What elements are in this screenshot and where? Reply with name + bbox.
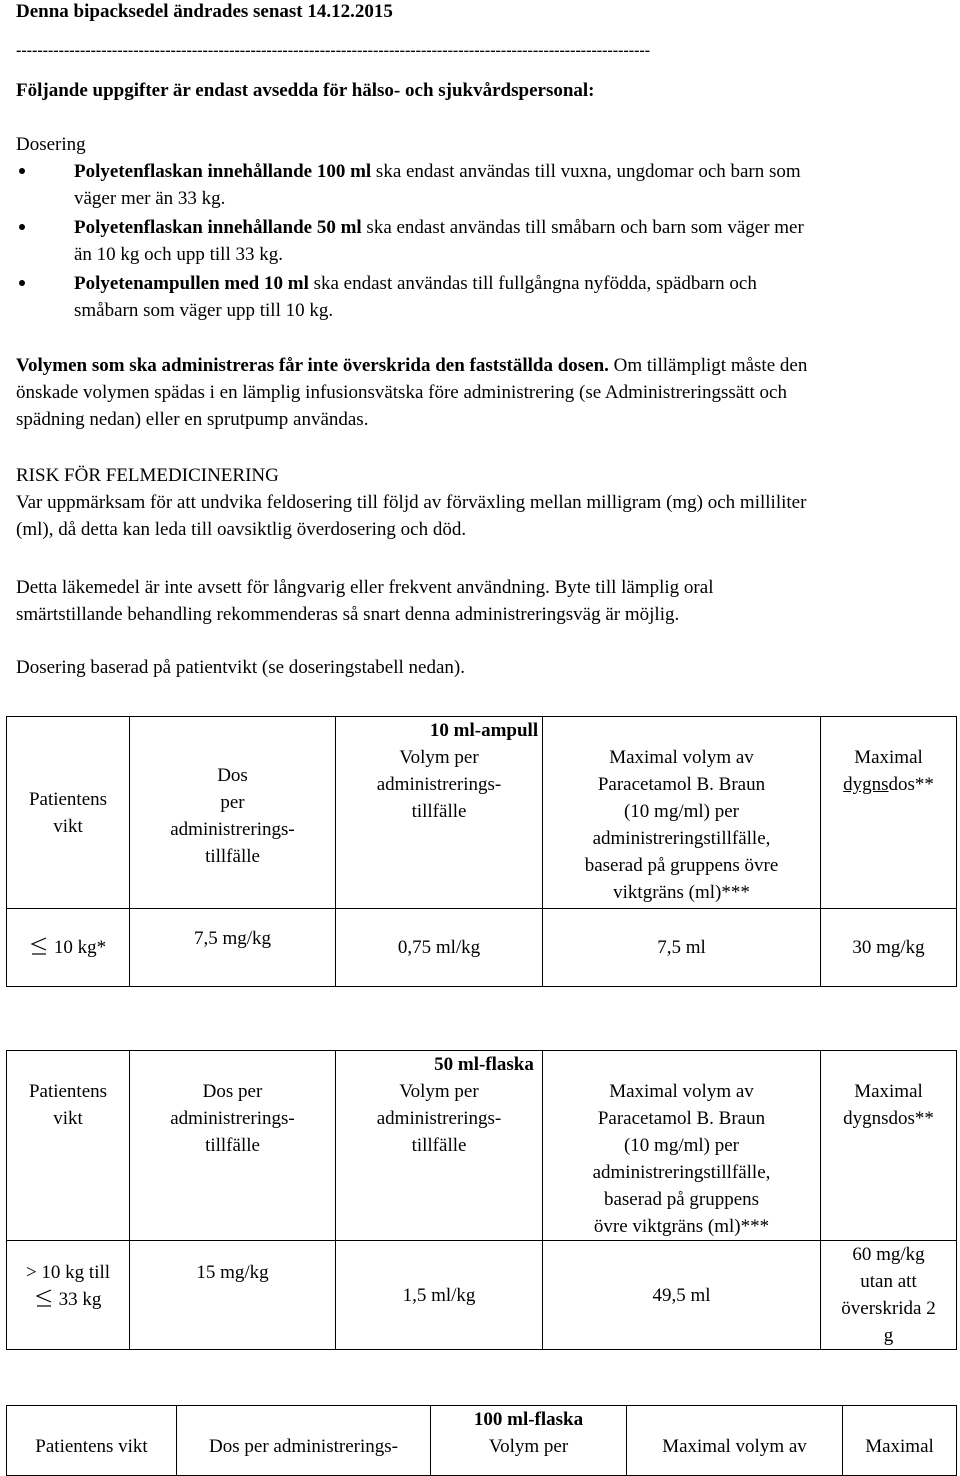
table-cell-text: administrerings- [170, 818, 295, 840]
dosing-heading: Dosering [16, 134, 86, 155]
table-cell-text: administrerings- [376, 774, 502, 795]
bullet-item-50ml [74, 214, 944, 268]
weight-note: Dosering baserad på patientvikt (se doseringstabell nedan). [16, 657, 465, 678]
cell-max-volume: 49,5 ml [543, 1241, 821, 1350]
table-cell-text: g [883, 1325, 894, 1346]
header-max-volume: Maximal volym av [627, 1406, 843, 1476]
header-max-volume [543, 1051, 821, 1241]
table-cell-text: Volym per [399, 1081, 479, 1102]
bullet-text-line2: väger mer än 33 kg. [74, 188, 226, 209]
header-volume [431, 1406, 627, 1476]
table-cell-text: Dos per [202, 1081, 263, 1102]
cell-weight [7, 909, 130, 987]
volume-paragraph [16, 352, 946, 433]
header-max-volume [543, 717, 821, 909]
table-cell-text: vikt [53, 1108, 83, 1129]
cell-volume: 1,5 ml/kg [336, 1241, 543, 1350]
header-max-daily [821, 717, 957, 909]
table-cell-text: Maximal [854, 747, 923, 768]
dosing-table-100ml [6, 1405, 957, 1476]
header-patient-weight [7, 1051, 130, 1241]
bullet-icon [16, 159, 28, 171]
table-cell-text: utan att [860, 1271, 917, 1292]
table-cell-text: baserad på gruppens [603, 1189, 760, 1210]
table-cell-text: per [220, 791, 245, 813]
table-cell-text: Dos [217, 764, 248, 786]
separator-line: ----------------------------------------------------------------------------------------------------------------------- [16, 44, 651, 58]
table-cell-text: övre viktgräns (ml)*** [593, 1216, 770, 1237]
bullet-bold: Polyetenflaskan innehållande 100 ml [74, 161, 372, 182]
table-cell-text: administreringstillfälle, [592, 1162, 771, 1183]
table-title: 10 ml-ampull [429, 720, 539, 741]
risk-heading: RISK FÖR FELMEDICINERING [16, 465, 279, 486]
revision-line: Denna bipacksedel ändrades senast 14.12.2015 [16, 1, 393, 22]
table-cell-text: Paracetamol B. Braun [597, 1108, 766, 1129]
bullet-text-line2: än 10 kg och upp till 33 kg. [74, 244, 283, 265]
table-cell-text: Maximal volym av [609, 747, 754, 768]
table-cell-text: tillfälle [411, 801, 467, 822]
header-dose: Dos per administrerings- [177, 1406, 431, 1476]
table-cell-text: tillfälle [205, 1135, 260, 1156]
bullet-text: ska endast användas till fullgångna nyfödda, spädbarn och [308, 273, 757, 294]
risk-section [16, 462, 946, 543]
table-cell-text: tillfälle [205, 845, 260, 867]
volume-bold: Volymen som ska administreras får inte överskrida den fastställda dosen. [16, 355, 609, 376]
table-title: 50 ml-flaska [434, 1054, 534, 1075]
cell-weight [7, 1241, 130, 1350]
table-cell-text: Patientens [28, 1081, 108, 1102]
table-title: 100 ml-flaska [473, 1409, 584, 1430]
less-equal-icon [35, 1288, 53, 1308]
risk-text-line2: (ml), då detta kan leda till oavsiktlig överdosering och död. [16, 519, 467, 540]
bullet-icon [16, 215, 28, 227]
table-cell-text: administrerings- [170, 1108, 295, 1129]
cell-dose: 15 mg/kg [130, 1241, 336, 1350]
volume-text-line3: spädning nedan) eller en sprutpump användas. [16, 409, 369, 430]
header-volume [336, 717, 543, 909]
table-cell-text: Maximal volym av [609, 1081, 754, 1102]
risk-text-line1: Var uppmärksam för att undvika feldosering till följd av förväxling mellan milligram (mg) och milliliter [16, 492, 807, 513]
longterm-line1: Detta läkemedel är inte avsett för långvarig eller frekvent användning. Byte till lämplig oral [16, 577, 714, 598]
table-cell-text: Patientens [28, 788, 108, 810]
bullet-bold: Polyetenflaskan innehållande 50 ml [74, 217, 362, 238]
bullet-text: ska endast användas till småbarn och barn som väger mer [361, 217, 804, 238]
longterm-paragraph [16, 574, 946, 628]
cell-max-daily: 30 mg/kg [821, 909, 957, 987]
header-patient-weight [7, 717, 130, 909]
table-cell-text: överskrida 2 [841, 1298, 936, 1319]
table-cell-text: vikt [53, 815, 83, 837]
table-cell-text: Maximal [854, 1081, 923, 1102]
table-cell-text: dos** [888, 774, 934, 795]
table-cell-text: (10 mg/ml) per [623, 801, 740, 822]
volume-text: Om tillämpligt måste den [608, 355, 808, 376]
table-cell-text: administrerings- [376, 1108, 502, 1129]
hcp-heading: Följande uppgifter är endast avsedda för hälso- och sjukvårdspersonal: [16, 80, 595, 101]
cell-dose: 7,5 mg/kg [130, 909, 336, 987]
bullet-text-line2: småbarn som väger upp till 10 kg. [74, 300, 334, 321]
header-patient-weight: Patientens vikt [7, 1406, 177, 1476]
table-cell-text: dygns [843, 774, 889, 795]
less-equal-icon [30, 936, 48, 956]
header-max-daily: Maximal [843, 1406, 957, 1476]
table-cell-text: viktgräns (ml)*** [613, 882, 750, 903]
dosing-table-50ml [6, 1050, 957, 1350]
table-cell-text: administreringstillfälle, [592, 828, 771, 849]
dosing-table-10ml [6, 716, 957, 987]
longterm-line2: smärtstillande behandling rekommenderas så snart denna administreringsväg är möjlig. [16, 604, 680, 625]
bullet-text: ska endast användas till vuxna, ungdomar och barn som [371, 161, 801, 182]
table-cell-text: baserad på gruppens övre [584, 855, 779, 876]
cell-max-daily [821, 1241, 957, 1350]
bullet-bold: Polyetenampullen med 10 ml [74, 273, 309, 294]
table-cell-text: 60 mg/kg [852, 1244, 925, 1265]
bullet-icon [16, 271, 28, 283]
header-max-daily [821, 1051, 957, 1241]
table-cell-text: (10 mg/ml) per [623, 1135, 740, 1156]
cell-max-volume: 7,5 ml [543, 909, 821, 987]
table-cell-text: Volym per [399, 747, 479, 768]
header-volume [336, 1051, 543, 1241]
bullet-item-100ml [74, 158, 944, 212]
table-cell-text: 10 kg* [53, 937, 107, 958]
header-dose [130, 717, 336, 909]
table-cell-text: > 10 kg till [25, 1262, 111, 1283]
table-cell-text: tillfälle [411, 1135, 467, 1156]
table-cell-text: 33 kg [58, 1289, 102, 1310]
header-dose [130, 1051, 336, 1241]
table-cell-text: dygnsdos** [843, 1108, 934, 1129]
table-cell-text: Paracetamol B. Braun [597, 774, 766, 795]
table-cell-text: Volym per [488, 1436, 569, 1457]
volume-text-line2: önskade volymen spädas i en lämplig infusionsvätska före administrering (se Administreringssätt och [16, 382, 787, 403]
cell-volume: 0,75 ml/kg [336, 909, 543, 987]
bullet-item-10ml [74, 270, 944, 324]
